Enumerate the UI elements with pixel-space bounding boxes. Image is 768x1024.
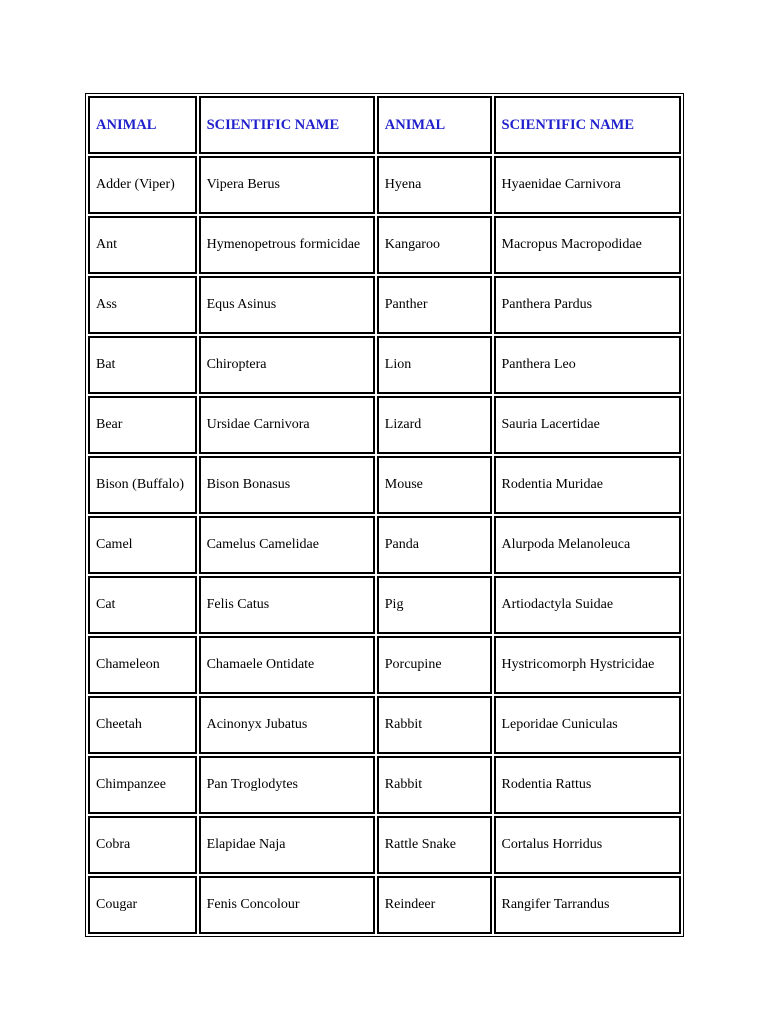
table-header <box>88 96 681 154</box>
table-row <box>88 816 681 874</box>
animal-cell: Adder (Viper) <box>88 156 197 214</box>
scientific-name-cell: Macropus Macropodidae <box>494 216 682 274</box>
scientific-name-cell: Rodentia Rattus <box>494 756 682 814</box>
animal-cell: Cat <box>88 576 197 634</box>
header-scientific-name-1: SCIENTIFIC NAME <box>199 96 375 154</box>
animal-cell: Hyena <box>377 156 492 214</box>
animal-cell: Kangaroo <box>377 216 492 274</box>
scientific-name-cell: Rangifer Tarrandus <box>494 876 682 934</box>
table-row <box>88 156 681 214</box>
scientific-name-cell: Pan Troglodytes <box>199 756 375 814</box>
scientific-name-cell: Artiodactyla Suidae <box>494 576 682 634</box>
table-row <box>88 636 681 694</box>
header-animal-1: ANIMAL <box>88 96 197 154</box>
table-row <box>88 516 681 574</box>
scientific-name-cell: Felis Catus <box>199 576 375 634</box>
scientific-name-cell: Panthera Pardus <box>494 276 682 334</box>
animal-cell: Bat <box>88 336 197 394</box>
animal-cell: Panther <box>377 276 492 334</box>
scientific-name-cell: Rodentia Muridae <box>494 456 682 514</box>
animal-cell: Mouse <box>377 456 492 514</box>
animal-cell: Chimpanzee <box>88 756 197 814</box>
table-row <box>88 396 681 454</box>
animal-cell: Ant <box>88 216 197 274</box>
table-row <box>88 696 681 754</box>
scientific-name-cell: Chiroptera <box>199 336 375 394</box>
animal-cell: Pig <box>377 576 492 634</box>
scientific-name-cell: Equs Asinus <box>199 276 375 334</box>
header-scientific-name-2: SCIENTIFIC NAME <box>494 96 682 154</box>
animal-cell: Cheetah <box>88 696 197 754</box>
table-row <box>88 756 681 814</box>
scientific-name-cell: Camelus Camelidae <box>199 516 375 574</box>
animal-cell: Chameleon <box>88 636 197 694</box>
table-row <box>88 876 681 934</box>
table-row <box>88 276 681 334</box>
animal-cell: Rabbit <box>377 696 492 754</box>
scientific-name-cell: Cortalus Horridus <box>494 816 682 874</box>
table-body <box>88 156 681 934</box>
animal-cell: Reindeer <box>377 876 492 934</box>
animal-cell: Rattle Snake <box>377 816 492 874</box>
scientific-name-cell: Acinonyx Jubatus <box>199 696 375 754</box>
animal-cell: Panda <box>377 516 492 574</box>
animal-cell: Rabbit <box>377 756 492 814</box>
scientific-name-cell: Panthera Leo <box>494 336 682 394</box>
scientific-name-cell: Alurpoda Melanoleuca <box>494 516 682 574</box>
animal-cell: Cougar <box>88 876 197 934</box>
scientific-name-cell: Fenis Concolour <box>199 876 375 934</box>
scientific-name-cell: Leporidae Cuniculas <box>494 696 682 754</box>
table-row <box>88 576 681 634</box>
table-row <box>88 336 681 394</box>
animal-cell: Bear <box>88 396 197 454</box>
scientific-name-cell: Sauria Lacertidae <box>494 396 682 454</box>
scientific-name-cell: Elapidae Naja <box>199 816 375 874</box>
animal-cell: Camel <box>88 516 197 574</box>
header-row <box>88 96 681 154</box>
animal-cell: Cobra <box>88 816 197 874</box>
animal-cell: Lizard <box>377 396 492 454</box>
scientific-name-cell: Vipera Berus <box>199 156 375 214</box>
animal-cell: Lion <box>377 336 492 394</box>
table-row <box>88 216 681 274</box>
animal-cell: Ass <box>88 276 197 334</box>
scientific-name-cell: Hyaenidae Carnivora <box>494 156 682 214</box>
animal-cell: Bison (Buffalo) <box>88 456 197 514</box>
scientific-name-cell: Hystricomorph Hystricidae <box>494 636 682 694</box>
table-row <box>88 456 681 514</box>
scientific-name-cell: Ursidae Carnivora <box>199 396 375 454</box>
animal-cell: Porcupine <box>377 636 492 694</box>
header-animal-2: ANIMAL <box>377 96 492 154</box>
scientific-name-cell: Bison Bonasus <box>199 456 375 514</box>
animals-table <box>85 93 684 937</box>
scientific-name-cell: Hymenopetrous formicidae <box>199 216 375 274</box>
scientific-name-cell: Chamaele Ontidate <box>199 636 375 694</box>
